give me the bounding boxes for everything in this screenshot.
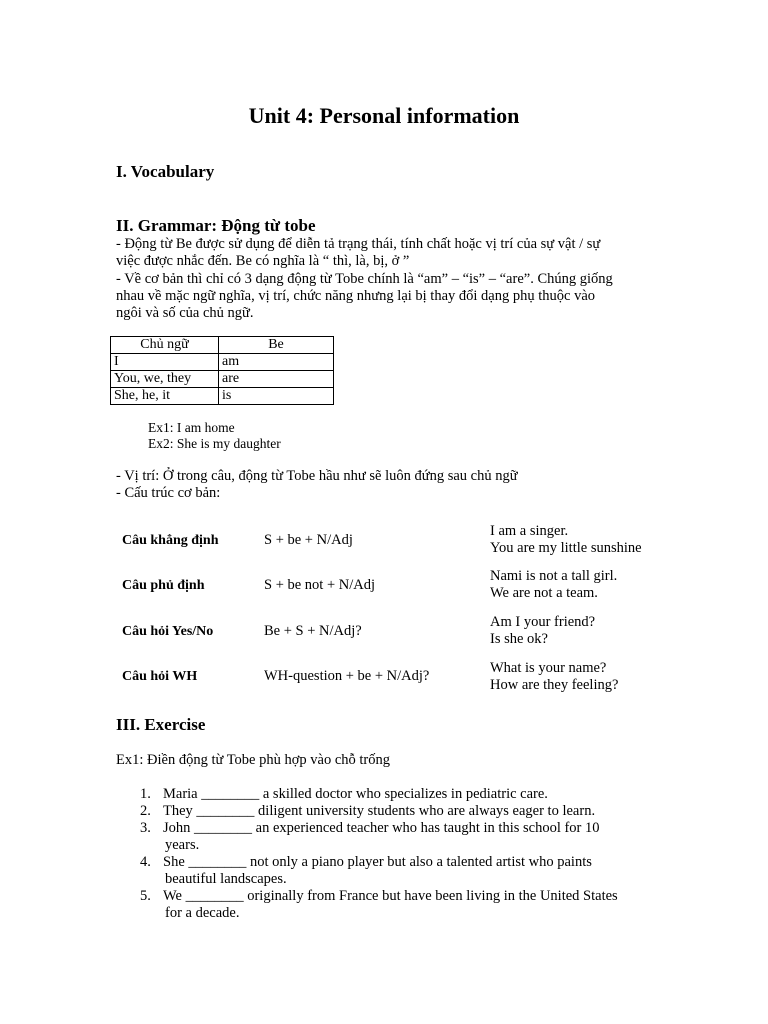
intro-line: việc được nhắc đến. Be có nghĩa là “ thì, là, bị, ở ” [116, 253, 410, 270]
intro-line: - Động từ Be được sử dụng để diễn tả trạng thái, tính chất hoặc vị trí của sự vật / sự [116, 236, 601, 252]
structure-formula: S + be + N/Adj [264, 532, 353, 548]
list-item [140, 803, 680, 820]
exercise-list [140, 786, 680, 922]
example-1: Ex1: I am home [148, 420, 235, 435]
structure-examples [490, 614, 595, 648]
list-item [140, 820, 680, 854]
table-cell-be: are [219, 371, 334, 388]
table-header-row [111, 337, 334, 354]
table-row [111, 354, 334, 371]
structure-example-line: What is your name? [490, 660, 607, 676]
be-conjugation-table [110, 336, 334, 405]
list-item-text-continued: for a decade. [165, 905, 240, 921]
list-item-number: 5. [140, 888, 151, 904]
list-item-text: John ________ an experienced teacher who has taught in this school for 10 [163, 820, 600, 836]
list-item-text: She ________ not only a piano player but also a talented artist who paints [163, 854, 592, 870]
exercise-heading: III. Exercise [116, 715, 206, 734]
list-item-text: They ________ diligent university students who are always eager to learn. [163, 803, 596, 819]
list-item-text: We ________ originally from France but have been living in the United States [163, 888, 618, 904]
structure-example-line: How are they feeling? [490, 677, 619, 693]
structure-label: Câu hỏi WH [122, 669, 198, 684]
exercise-instruction [116, 752, 656, 769]
page-title: Unit 4: Personal information [248, 103, 520, 128]
structure-examples [490, 660, 618, 694]
structure-formula: Be + S + N/Adj? [264, 623, 362, 639]
structure-examples [490, 523, 642, 557]
list-item-number: 1. [140, 786, 151, 802]
structure-example-line: Nami is not a tall girl. [490, 568, 618, 584]
list-item-text-continued: beautiful landscapes. [165, 871, 287, 887]
position-notes [116, 468, 656, 503]
grammar-heading: II. Grammar: Động từ tobe [116, 216, 316, 235]
list-item-number: 2. [140, 803, 151, 819]
grammar-intro [116, 236, 656, 322]
structure-example-line: You are my little sunshine [490, 540, 642, 556]
structure-label: Câu phủ định [122, 578, 205, 593]
structure-example-line: Is she ok? [490, 631, 548, 647]
intro-line: - Về cơ bản thì chỉ có 3 dạng động từ Tobe chính là “am” – “is” – “are”. Chúng giống [116, 270, 613, 287]
exercise-instruction-text: Ex1: Điền động từ Tobe phù hợp vào chỗ trống [116, 752, 390, 768]
position-line: - Cấu trúc cơ bản: [116, 485, 221, 502]
position-line: - Vị trí: Ở trong câu, động từ Tobe hầu như sẽ luôn đứng sau chủ ngữ [116, 468, 518, 484]
intro-line: nhau về mặc ngữ nghĩa, vị trí, chức năng nhưng lại bị thay đổi dạng phụ thuộc vào [116, 287, 596, 304]
vocabulary-heading: I. Vocabulary [116, 162, 215, 181]
table-header-subject: Chủ ngữ [111, 337, 219, 354]
structure-example-line: We are not a team. [490, 585, 598, 601]
intro-line: ngôi và số của chủ ngữ. [116, 305, 254, 322]
list-item [140, 854, 680, 888]
structure-label: Câu khẳng định [122, 533, 219, 548]
structure-examples [490, 568, 617, 602]
list-item-number: 3. [140, 820, 151, 836]
structure-label: Câu hỏi Yes/No [122, 624, 214, 639]
table-cell-subject: I [111, 354, 219, 371]
example-2: Ex2: She is my daughter [148, 436, 281, 451]
table-cell-be: is [219, 388, 334, 405]
table-row [111, 371, 334, 388]
table-header-be: Be [219, 337, 334, 354]
list-item-number: 4. [140, 854, 151, 870]
list-item-text: Maria ________ a skilled doctor who specializes in pediatric care. [163, 786, 548, 802]
table-row [111, 388, 334, 405]
list-item-text-continued: years. [165, 837, 200, 853]
list-item [140, 888, 680, 922]
table-cell-be: am [219, 354, 334, 371]
table-cell-subject: You, we, they [111, 371, 219, 388]
structure-example-line: I am a singer. [490, 523, 569, 539]
table-cell-subject: She, he, it [111, 388, 219, 405]
list-item [140, 786, 680, 803]
structure-example-line: Am I your friend? [490, 614, 596, 630]
structure-formula: WH-question + be + N/Adj? [264, 668, 430, 684]
structure-formula: S + be not + N/Adj [264, 577, 376, 593]
